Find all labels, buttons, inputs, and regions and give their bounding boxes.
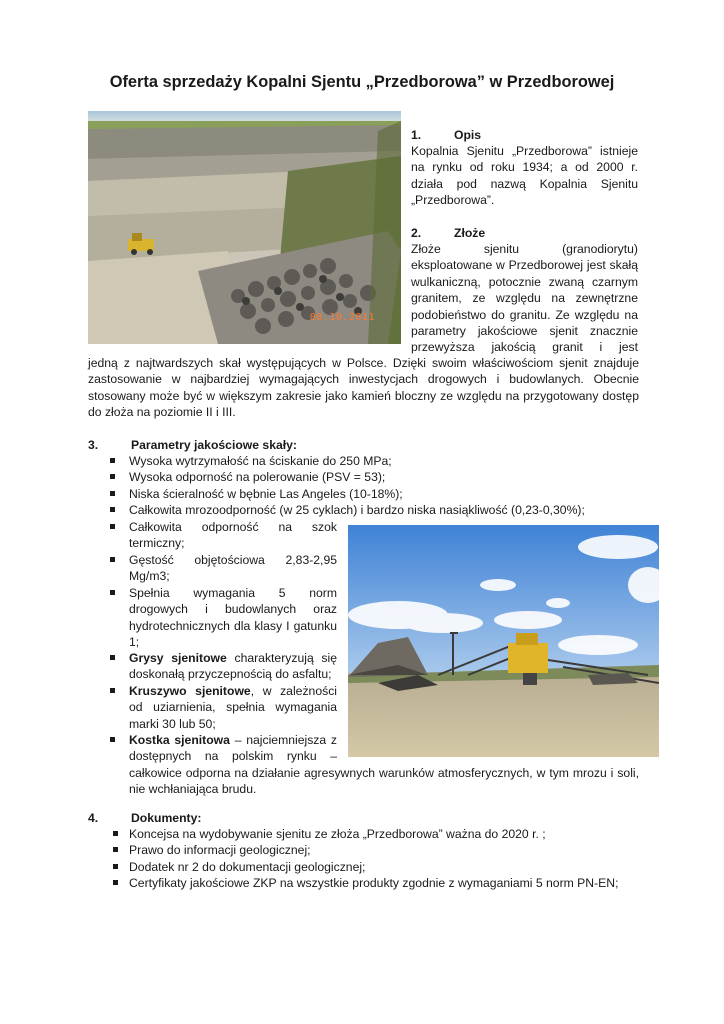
section-2-text-full: jedną z najtwardszych skał występujących w Polsce. Dzięki swoim właściwościom sjenit znajduje zastosowanie w najbardziej wymagających inwestycjach drogowych i budowlanych. Obecnie stosowany może być w większym zakresie jako kamień bloczny ze względu na przygotowany dostęp do złoża na poziomie II i III.: [88, 356, 639, 420]
list-item: Dodatek nr 2 do dokumentacji geologicznej;: [113, 859, 639, 875]
list-item: Koncejsa na wydobywanie sjenitu ze złoża „Przedborowa” ważna do 2020 r. ;: [113, 826, 639, 842]
documents-list: [113, 826, 639, 892]
quarry-photo: [88, 111, 401, 344]
list-item: Wysoka odporność na polerowanie (PSV = 53);: [110, 469, 640, 485]
list-item: Kruszywo sjenitowe, w zależności od uziarnienia, spełnia wymagania marki 30 lub 50;: [110, 683, 340, 732]
list-item: Wysoka wytrzymałość na ściskanie do 250 MPa;: [110, 453, 640, 469]
section-4-heading: Dokumenty:: [131, 811, 202, 825]
section-1-heading: Opis: [454, 128, 482, 142]
list-item: Całkowita mrozoodporność (w 25 cyklach) i bardzo niska nasiąkliwość (0,23-0,30%);: [110, 502, 640, 518]
list-item: Grysy sjenitowe charakteryzują się doskonałą przyczepnością do asfaltu;: [110, 650, 340, 683]
list-item: Kostka sjenitowa – najciemniejsza z dostępnych na polskim rynku –: [110, 732, 340, 765]
section-2-text-column: Złoże sjenitu (granodiorytu) eksploatowane w Przedborowej jest skałą wulkaniczną, potocznie zwaną czarnym granitem, ze względu na zewnętrzne podobieństwo do granitu. Ze względu na parametry jakościowe sjenit znacznie przewyższa jakością granit i jest: [411, 242, 638, 355]
list-item: Prawo do informacji geologicznej;: [113, 842, 639, 858]
list-item-continuation: całkowice odporna na działanie agresywnych warunków atmosferycznych, w tym mrozu i soli, nie wchłaniająca brudu.: [129, 766, 639, 797]
photo-date-stamp: 08.10.2011: [309, 311, 375, 323]
parameters-list-full: [110, 453, 640, 519]
document-title: Oferta sprzedaży Kopalni Sjentu „Przedborowa” w Przedborowej: [109, 73, 615, 91]
section-3-number: 3.: [88, 438, 99, 452]
section-4-number: 4.: [88, 811, 99, 825]
section-2-number: 2.: [411, 226, 422, 240]
section-1-text: Kopalnia Sjenitu „Przedborowa” istnieje na rynku od roku 1934; a od 2000 r. działa pod nazwą Kopalnia Sjenitu „Przedborowa”.: [411, 144, 638, 208]
crushing-plant-photo: [348, 525, 659, 757]
section-1-number: 1.: [411, 128, 422, 142]
section-3-heading: Parametry jakościowe skały:: [131, 438, 297, 452]
list-item: Niska ścieralność w bębnie Las Angeles (10-18%);: [110, 486, 640, 502]
section-2-heading: Złoże: [454, 226, 486, 240]
list-item: Spełnia wymagania 5 norm drogowych i budowlanych oraz hydrotechnicznych dla klasy I gatunku 1;: [110, 585, 340, 651]
list-item: Certyfikaty jakościowe ZKP na wszystkie produkty zgodnie z wymaganiami 5 norm PN-EN;: [113, 875, 639, 891]
list-item: Gęstość objętościowa 2,83-2,95 Mg/m3;: [110, 552, 340, 585]
list-item: Całkowita odporność na szok termiczny;: [110, 519, 340, 552]
